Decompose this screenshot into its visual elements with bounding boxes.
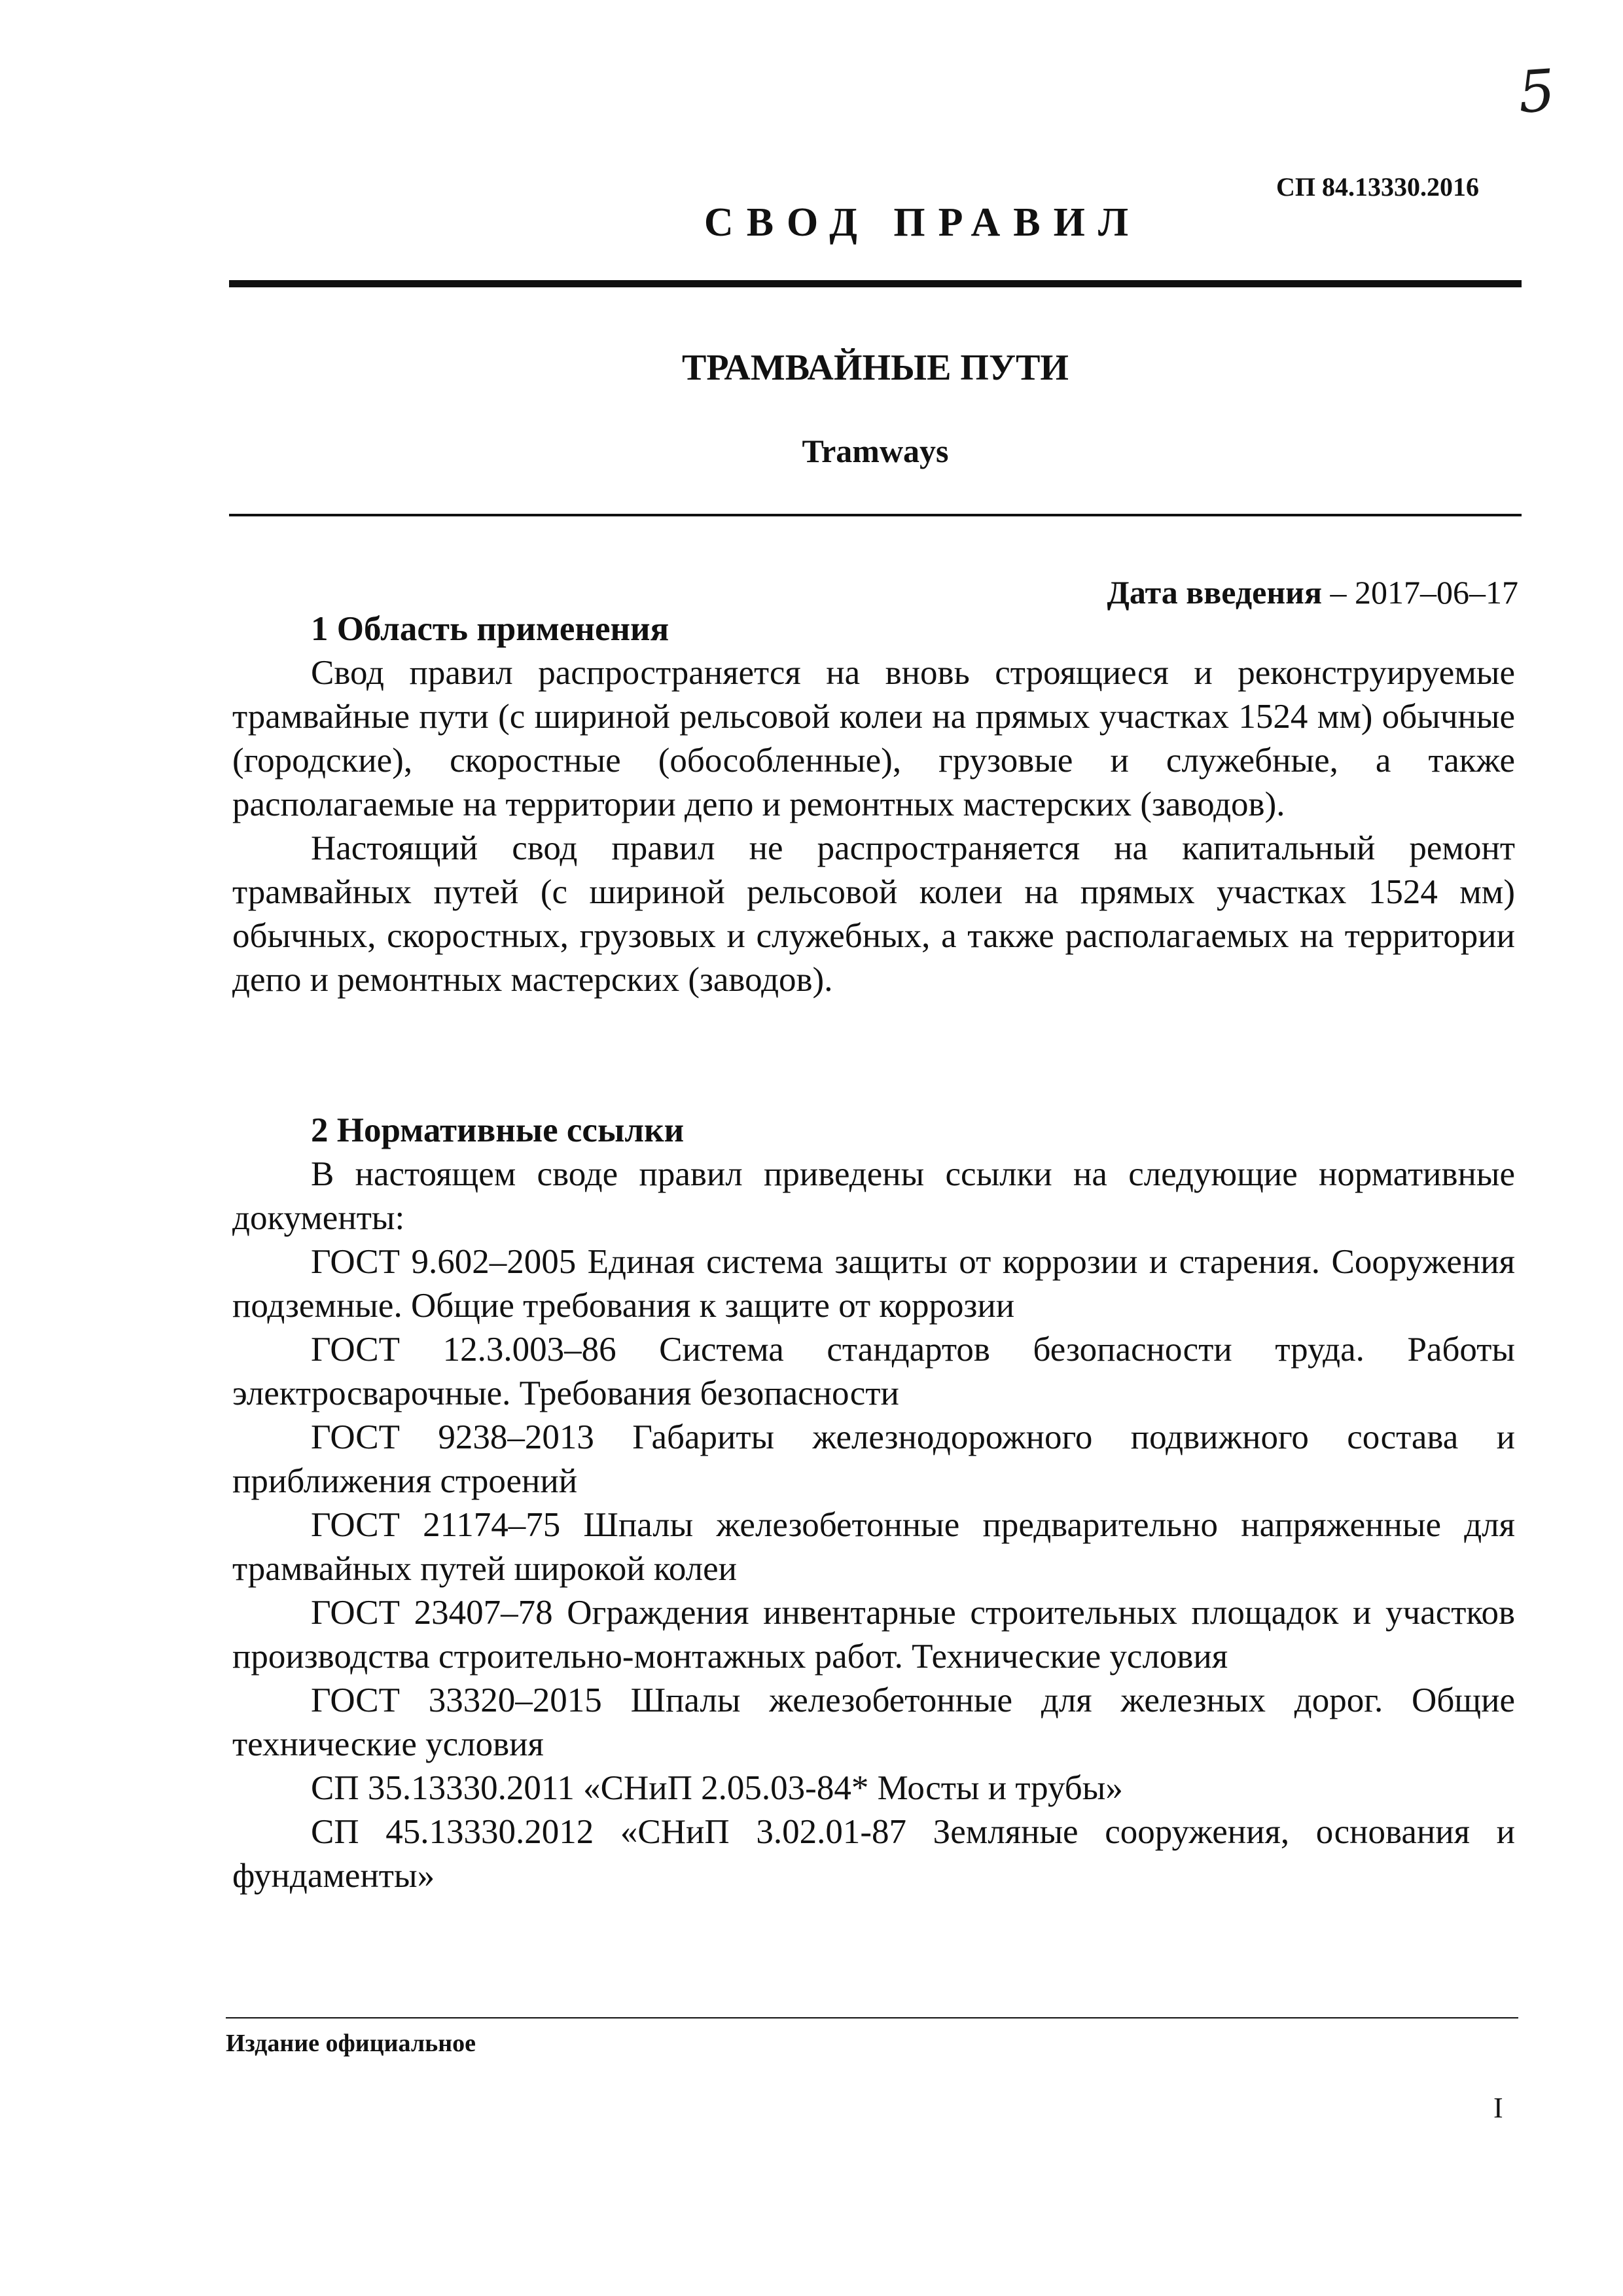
section-scope bbox=[232, 607, 1515, 1002]
introduction-date-separator: – bbox=[1330, 574, 1347, 611]
paragraph: Настоящий свод правил не распространяется на капитальный ремонт трамвайных путей (с шириной рельсовой колеи на прямых участках 1524 мм) обычных, скоростных, грузовых и служебных, а также располагаемых на территории депо и ремонтных мастерских (заводов). bbox=[232, 829, 1515, 999]
paragraph: Свод правил распространяется на вновь строящиеся и реконструируемые трамвайные пути (с шириной рельсовой колеи на прямых участках 1524 мм) обычные (городские), скоростные (обособленные), грузовые и служебные, а также располагаемые на территории депо и ремонтных мастерских (заводов). bbox=[232, 654, 1515, 823]
section-normative-references bbox=[232, 1109, 1515, 1898]
document-code: СП 84.13330.2016 bbox=[1276, 172, 1479, 202]
section-heading: 2 Нормативные ссылки bbox=[311, 1111, 685, 1149]
introduction-date-label: Дата введения bbox=[1107, 574, 1322, 611]
reference-item: ГОСТ 33320–2015 Шпалы железобетонные для железных дорог. Общие технические условия bbox=[232, 1681, 1515, 1763]
reference-item: СП 45.13330.2012 «СНиП 3.02.01-87 Земляные сооружения, основания и фундаменты» bbox=[232, 1813, 1515, 1895]
document-kind: СВОД ПРАВИЛ bbox=[704, 200, 1142, 245]
reference-item: СП 35.13330.2011 «СНиП 2.05.03-84* Мосты и трубы» bbox=[311, 1769, 1123, 1807]
reference-item: ГОСТ 21174–75 Шпалы железобетонные предварительно напряженные для трамвайных путей широкой колеи bbox=[232, 1506, 1515, 1588]
paragraph: В настоящем своде правил приведены ссылки на следующие нормативные документы: bbox=[232, 1155, 1515, 1237]
reference-item: ГОСТ 9238–2013 Габариты железнодорожного подвижного состава и приближения строений bbox=[232, 1418, 1515, 1500]
reference-item: ГОСТ 23407–78 Ограждения инвентарные строительных площадок и участков производства строительно-монтажных работ. Технические условия bbox=[232, 1594, 1515, 1676]
section-heading: 1 Область применения bbox=[311, 610, 669, 648]
official-edition-note: Издание официальное bbox=[226, 2030, 476, 2057]
reference-item: ГОСТ 12.3.003–86 Система стандартов безопасности труда. Работы электросварочные. Требования безопасности bbox=[232, 1331, 1515, 1412]
title-divider bbox=[229, 514, 1522, 516]
document-title: ТРАМВАЙНЫЕ ПУТИ bbox=[682, 348, 1069, 388]
document-title-english: Tramways bbox=[802, 433, 949, 469]
header-divider bbox=[229, 280, 1522, 287]
page-number: I bbox=[1493, 2092, 1503, 2124]
introduction-date-value: 2017–06–17 bbox=[1355, 574, 1518, 611]
reference-item: ГОСТ 9.602–2005 Единая система защиты от коррозии и старения. Сооружения подземные. Общие требования к защите от коррозии bbox=[232, 1243, 1515, 1325]
footer-divider bbox=[226, 2017, 1518, 2018]
introduction-date bbox=[916, 573, 1518, 611]
handwritten-page-number: 5 bbox=[1516, 56, 1558, 126]
